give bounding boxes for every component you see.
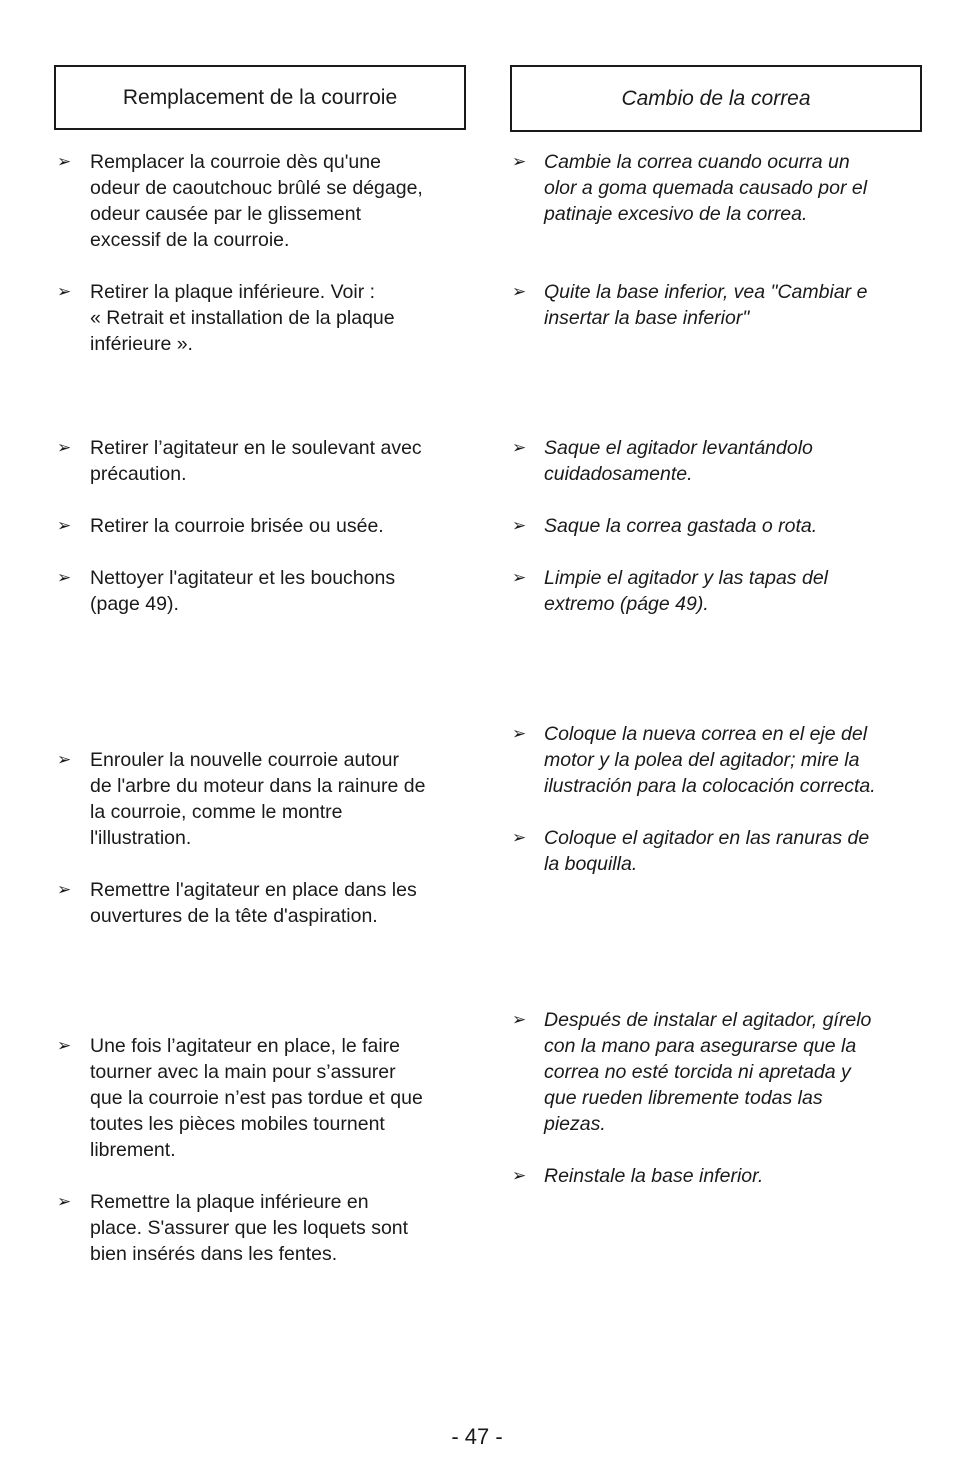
bullet-text-line: insertar la base inferior" — [544, 307, 750, 329]
spanish-bullet-text — [544, 149, 867, 227]
bullet-text-line: Reinstale la base inferior. — [544, 1165, 764, 1187]
bullet-text-line: place. S'assurer que les loquets sont — [90, 1217, 409, 1239]
bullet-text-line: ouvertures de la tête d'aspiration. — [90, 905, 378, 927]
french-bullet-text — [90, 877, 417, 929]
arrow-bullet-icon: ➢ — [512, 724, 527, 743]
bullet-text-line: Cambie la correa cuando ocurra un — [544, 151, 850, 173]
arrow-bullet-icon: ➢ — [57, 1036, 72, 1055]
bullet-text-line: « Retrait et installation de la plaque — [90, 307, 395, 329]
bullet-text-line: précaution. — [90, 463, 187, 485]
bullet-text-line: cuidadosamente. — [544, 463, 693, 485]
arrow-bullet-icon: ➢ — [512, 1166, 527, 1185]
bullet-text-line: ilustración para la colocación correcta. — [544, 775, 876, 797]
arrow-bullet-icon: ➢ — [512, 828, 527, 847]
arrow-bullet-icon: ➢ — [512, 568, 527, 587]
spanish-bullet-text — [544, 1007, 871, 1137]
bullet-text-line: olor a goma quemada causado por el — [544, 177, 868, 199]
bullet-text-line: Une fois l’agitateur en place, le faire — [90, 1035, 401, 1057]
arrow-bullet-icon: ➢ — [57, 1192, 72, 1211]
spanish-bullet-text — [544, 435, 813, 487]
french-bullet-text — [90, 747, 425, 851]
arrow-bullet-icon: ➢ — [512, 282, 527, 301]
bullet-text-line: librement. — [90, 1139, 176, 1161]
arrow-bullet-icon: ➢ — [57, 880, 72, 899]
arrow-bullet-icon: ➢ — [57, 282, 72, 301]
french-bullet-text — [90, 435, 422, 487]
spanish-bullet-text — [544, 513, 817, 539]
bullet-text-line: la boquilla. — [544, 853, 638, 875]
bullet-text-line: motor y la polea del agitador; mire la — [544, 749, 860, 771]
french-section-heading-box — [54, 65, 466, 130]
bullet-text-line: odeur causée par le glissement — [90, 203, 361, 225]
arrow-bullet-icon: ➢ — [512, 152, 527, 171]
bullet-text-line: Enrouler la nouvelle courroie autour — [90, 749, 399, 771]
bullet-text-line: Coloque la nueva correa en el eje del — [544, 723, 868, 745]
bullet-text-line: Quite la base inferior, vea "Cambiar e — [544, 281, 868, 303]
bullet-text-line: (page 49). — [90, 593, 179, 615]
bullet-text-line: piezas. — [544, 1113, 606, 1135]
arrow-bullet-icon: ➢ — [512, 1010, 527, 1029]
bullet-text-line: l'illustration. — [90, 827, 192, 849]
bullet-text-line: Retirer la courroie brisée ou usée. — [90, 515, 384, 537]
spanish-bullet-text — [544, 1163, 763, 1189]
bullet-text-line: extremo (páge 49). — [544, 593, 709, 615]
arrow-bullet-icon: ➢ — [57, 750, 72, 769]
arrow-bullet-icon: ➢ — [57, 152, 72, 171]
french-bullet-text — [90, 1189, 408, 1267]
bullet-text-line: Coloque el agitador en las ranuras de — [544, 827, 870, 849]
arrow-bullet-icon: ➢ — [57, 438, 72, 457]
spanish-bullet-text — [544, 825, 869, 877]
spanish-section-heading: Cambio de la correa — [621, 87, 811, 110]
arrow-bullet-icon: ➢ — [512, 516, 527, 535]
bullet-text-line: excessif de la courroie. — [90, 229, 290, 251]
bullet-text-line: tourner avec la main pour s’assurer — [90, 1061, 396, 1083]
bullet-text-line: que rueden libremente todas las — [544, 1087, 823, 1109]
bullet-text-line: inférieure ». — [90, 333, 193, 355]
spanish-section-heading-box — [510, 65, 922, 132]
bullet-text-line: de l'arbre du moteur dans la rainure de — [90, 775, 426, 797]
page-number: - 47 - — [451, 1424, 503, 1449]
bullet-text-line: bien insérés dans les fentes. — [90, 1243, 338, 1265]
french-bullet-text — [90, 565, 395, 617]
spanish-bullet-text — [544, 565, 828, 617]
bullet-text-line: Remettre la plaque inférieure en — [90, 1191, 369, 1213]
spanish-bullet-text — [544, 279, 867, 331]
bullet-text-line: Limpie el agitador y las tapas del — [544, 567, 828, 589]
bullet-text-line: Retirer l’agitateur en le soulevant avec — [90, 437, 422, 459]
bullet-text-line: que la courroie n’est pas tordue et que — [90, 1087, 423, 1109]
bullet-text-line: Nettoyer l'agitateur et les bouchons — [90, 567, 396, 589]
french-section-heading: Remplacement de la courroie — [122, 86, 398, 109]
french-bullet-text — [90, 513, 384, 539]
bullet-text-line: toutes les pièces mobiles tournent — [90, 1113, 385, 1135]
bullet-text-line: Retirer la plaque inférieure. Voir : — [90, 281, 376, 303]
bullet-text-line: Después de instalar el agitador, gírelo — [544, 1009, 872, 1031]
bullet-text-line: Saque la correa gastada o rota. — [544, 515, 818, 537]
bullet-text-line: Saque el agitador levantándolo — [544, 437, 813, 459]
bullet-text-line: Remettre l'agitateur en place dans les — [90, 879, 417, 901]
arrow-bullet-icon: ➢ — [57, 568, 72, 587]
bullet-text-line: odeur de caoutchouc brûlé se dégage, — [90, 177, 423, 199]
bullet-text-line: correa no esté torcida ni apretada y — [544, 1061, 851, 1083]
french-bullet-text — [90, 279, 395, 357]
french-bullet-text — [90, 149, 423, 253]
bullet-text-line: con la mano para asegurarse que la — [544, 1035, 857, 1057]
arrow-bullet-icon: ➢ — [57, 516, 72, 535]
spanish-bullet-text — [544, 721, 876, 799]
arrow-bullet-icon: ➢ — [512, 438, 527, 457]
bullet-text-line: Remplacer la courroie dès qu'une — [90, 151, 381, 173]
bullet-text-line: la courroie, comme le montre — [90, 801, 343, 823]
bullet-text-line: patinaje excesivo de la correa. — [544, 203, 808, 225]
french-bullet-text — [90, 1033, 423, 1163]
